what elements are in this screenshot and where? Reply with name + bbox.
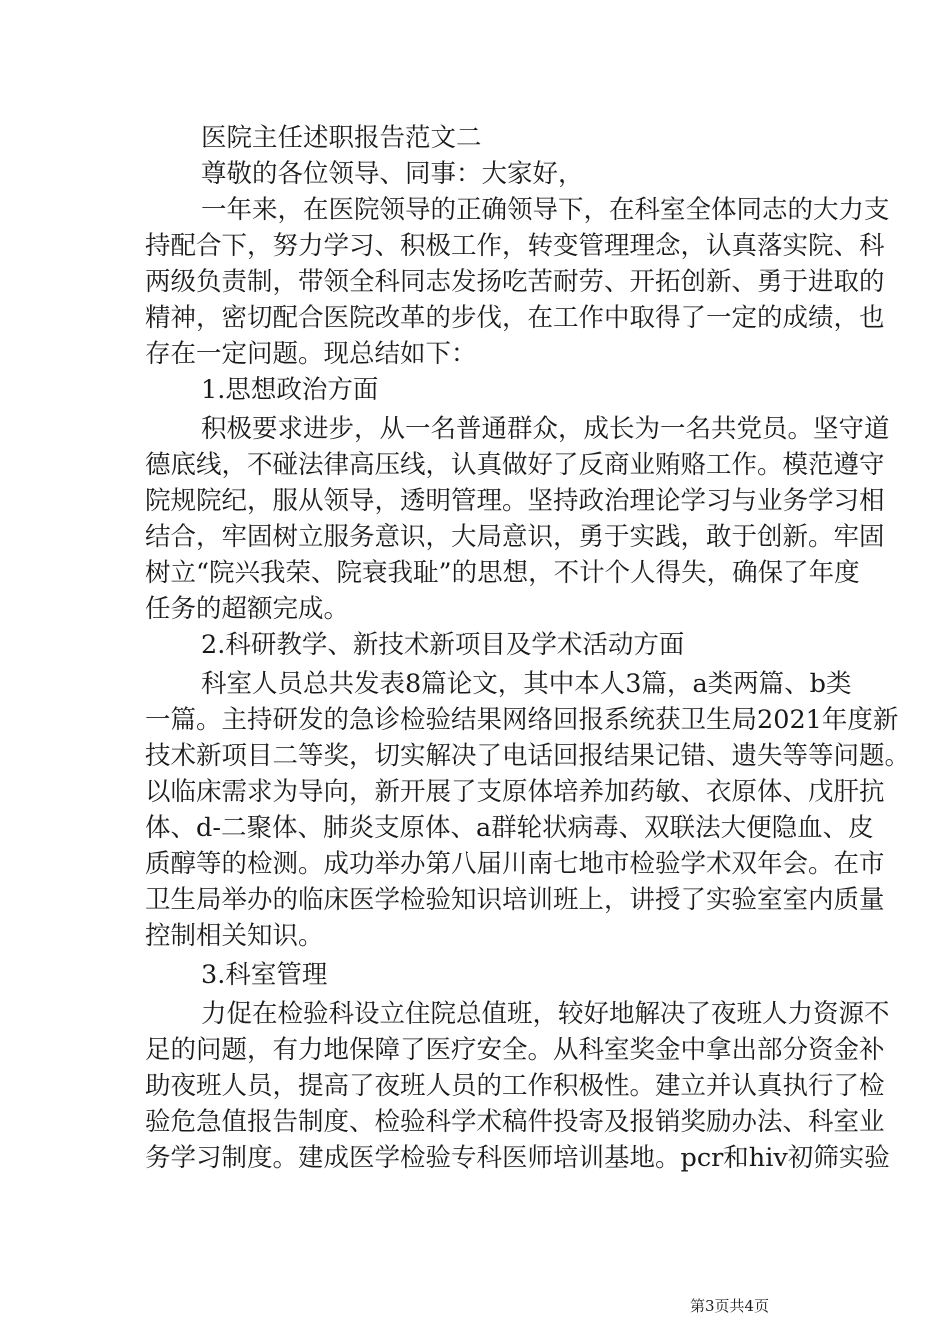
paragraph-line: 务学习制度。建成医学检验专科医师培训基地。pcr和hiv初筛实验 xyxy=(145,1143,890,1173)
paragraph-line: 院规院纪，服从领导，透明管理。坚持政治理论学习与业务学习相 xyxy=(145,486,885,516)
section-heading: 2.科研教学、新技术新项目及学术活动方面 xyxy=(201,630,685,660)
page-number: 第3页共4页 xyxy=(690,1297,770,1315)
paragraph-line: 科室人员总共发表8篇论文，其中本人3篇，a类两篇、b类 xyxy=(201,669,852,699)
section-heading: 1.思想政治方面 xyxy=(201,375,379,405)
paragraph-line: 树立“院兴我荣、院衰我耻”的思想，不计个人得失，确保了年度 xyxy=(145,558,860,588)
salutation: 尊敬的各位领导、同事：大家好， xyxy=(201,159,584,189)
paragraph-line: 存在一定问题。现总结如下： xyxy=(145,339,477,369)
paragraph-line: 助夜班人员，提高了夜班人员的工作积极性。建立并认真执行了检 xyxy=(145,1071,885,1101)
paragraph-line: 一篇。主持研发的急诊检验结果网络回报系统获卫生局2021年度新 xyxy=(145,705,899,735)
paragraph-line: 精神，密切配合医院改革的步伐，在工作中取得了一定的成绩，也 xyxy=(145,303,885,333)
paragraph-line: 控制相关知识。 xyxy=(145,921,324,951)
paragraph-line: 体、d-二聚体、肺炎支原体、a群轮状病毒、双联法大便隐血、皮 xyxy=(145,813,874,843)
paragraph-line: 一年来，在医院领导的正确领导下，在科室全体同志的大力支 xyxy=(201,195,890,225)
paragraph-line: 结合，牢固树立服务意识，大局意识，勇于实践，敢于创新。牢固 xyxy=(145,522,885,552)
paragraph-line: 验危急值报告制度、检验科学术稿件投寄及报销奖励办法、科室业 xyxy=(145,1107,885,1137)
section-heading: 3.科室管理 xyxy=(201,960,328,990)
paragraph-line: 质醇等的检测。成功举办第八届川南七地市检验学术双年会。在市 xyxy=(145,849,885,879)
paragraph-line: 两级负责制，带领全科同志发扬吃苦耐劳、开拓创新、勇于进取的 xyxy=(145,267,885,297)
paragraph-line: 积极要求进步，从一名普通群众，成长为一名共党员。坚守道 xyxy=(201,414,890,444)
paragraph-line: 足的问题，有力地保障了医疗安全。从科室奖金中拿出部分资金补 xyxy=(145,1035,885,1065)
paragraph-line: 技术新项目二等奖，切实解决了电话回报结果记错、遗失等等问题。 xyxy=(145,741,911,771)
document-title: 医院主任述职报告范文二 xyxy=(201,123,482,153)
paragraph-line: 持配合下，努力学习、积极工作，转变管理理念，认真落实院、科 xyxy=(145,231,885,261)
paragraph-line: 力促在检验科设立住院总值班，较好地解决了夜班人力资源不 xyxy=(201,999,890,1029)
paragraph-line: 任务的超额完成。 xyxy=(145,594,350,624)
paragraph-line: 以临床需求为导向，新开展了支原体培养加药敏、衣原体、戊肝抗 xyxy=(145,777,885,807)
paragraph-line: 德底线，不碰法律高压线，认真做好了反商业贿赂工作。模范遵守 xyxy=(145,450,885,480)
paragraph-line: 卫生局举办的临床医学检验知识培训班上，讲授了实验室室内质量 xyxy=(145,885,885,915)
